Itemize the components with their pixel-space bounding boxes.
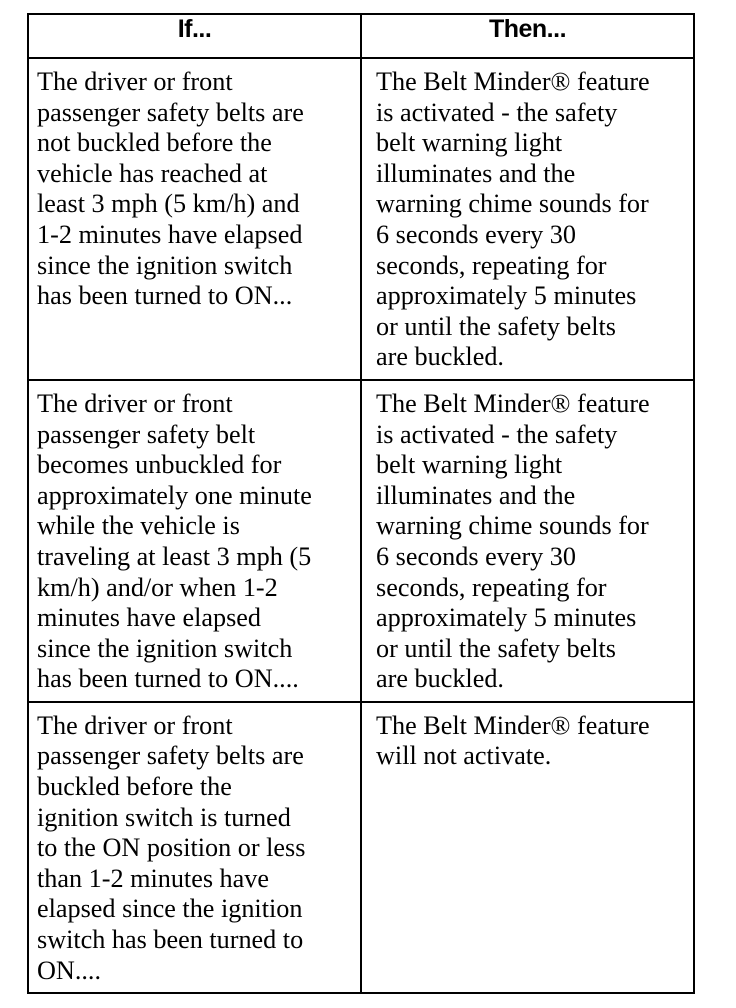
cell-text-line: seconds, repeating for: [376, 250, 607, 280]
cell-text-line: than 1-2 minutes have: [37, 863, 269, 893]
cell-text-line: vehicle has reached at: [37, 158, 268, 188]
header-if: If...: [28, 14, 361, 58]
header-then: Then...: [361, 14, 694, 58]
cell-text-line: to the ON position or less: [37, 833, 306, 863]
belt-minder-table: [27, 13, 695, 994]
cell-text-line: The driver or front: [37, 710, 233, 740]
cell-text-line: switch has been turned to: [37, 925, 304, 955]
cell-text-line: warning chime sounds for: [376, 511, 649, 541]
cell-text-line: The driver or front: [37, 67, 233, 96]
cell-text-line: are buckled.: [376, 664, 504, 694]
table-row: [28, 58, 694, 380]
cell-text-line: approximately 5 minutes: [376, 603, 637, 633]
cell-text-line: passenger safety belts are: [37, 741, 304, 771]
cell-text-line: are buckled.: [376, 342, 504, 372]
if-cell: [28, 58, 361, 380]
cell-text-line: has been turned to ON...: [37, 281, 293, 311]
cell-text-line: or until the safety belts: [376, 633, 616, 663]
cell-text-line: ignition switch is turned: [37, 802, 291, 832]
cell-text-line: The Belt Minder® feature: [376, 67, 650, 96]
cell-text-line: not buckled before the: [37, 128, 272, 158]
cell-text-line: will not activate.: [376, 741, 552, 771]
cell-text-line: belt warning light: [376, 128, 563, 158]
table-header-row: [28, 14, 694, 58]
cell-text-line: buckled before the: [37, 772, 232, 802]
cell-text-line: is activated - the safety: [376, 419, 618, 449]
then-cell: [361, 380, 694, 702]
cell-text-line: illuminates and the: [376, 480, 576, 510]
cell-text-line: 6 seconds every 30: [376, 219, 576, 249]
cell-text-line: is activated - the safety: [376, 97, 618, 127]
cell-text-line: since the ignition switch: [37, 633, 293, 663]
cell-text-line: has been turned to ON....: [37, 664, 299, 694]
cell-text-line: or until the safety belts: [376, 311, 616, 341]
cell-text-line: while the vehicle is: [37, 511, 240, 541]
cell-text-line: ON....: [37, 955, 102, 985]
then-cell: [361, 702, 694, 993]
cell-text-line: since the ignition switch: [37, 250, 293, 280]
cell-text-line: passenger safety belts are: [37, 97, 304, 127]
cell-text-line: becomes unbuckled for: [37, 450, 282, 480]
cell-text-line: elapsed since the ignition: [37, 894, 303, 924]
cell-text-line: km/h) and/or when 1-2: [37, 572, 278, 602]
table-row: [28, 702, 694, 993]
cell-text-line: 1-2 minutes have elapsed: [37, 219, 303, 249]
then-cell: [361, 58, 694, 380]
cell-text-line: minutes have elapsed: [37, 603, 261, 633]
if-cell: [28, 380, 361, 702]
cell-text-line: approximately 5 minutes: [376, 281, 637, 311]
cell-text-line: traveling at least 3 mph (5: [37, 541, 312, 571]
cell-text-line: approximately one minute: [37, 480, 312, 510]
cell-text-line: 6 seconds every 30: [376, 541, 576, 571]
cell-text-line: seconds, repeating for: [376, 572, 607, 602]
cell-text-line: The driver or front: [37, 388, 233, 418]
cell-text-line: passenger safety belt: [37, 419, 256, 449]
cell-text-line: warning chime sounds for: [376, 189, 649, 219]
cell-text-line: The Belt Minder® feature: [376, 710, 650, 740]
cell-text-line: The Belt Minder® feature: [376, 388, 650, 418]
cell-text-line: belt warning light: [376, 450, 563, 480]
table-row: [28, 380, 694, 702]
if-cell: [28, 702, 361, 993]
cell-text-line: least 3 mph (5 km/h) and: [37, 189, 300, 219]
cell-text-line: illuminates and the: [376, 158, 576, 188]
